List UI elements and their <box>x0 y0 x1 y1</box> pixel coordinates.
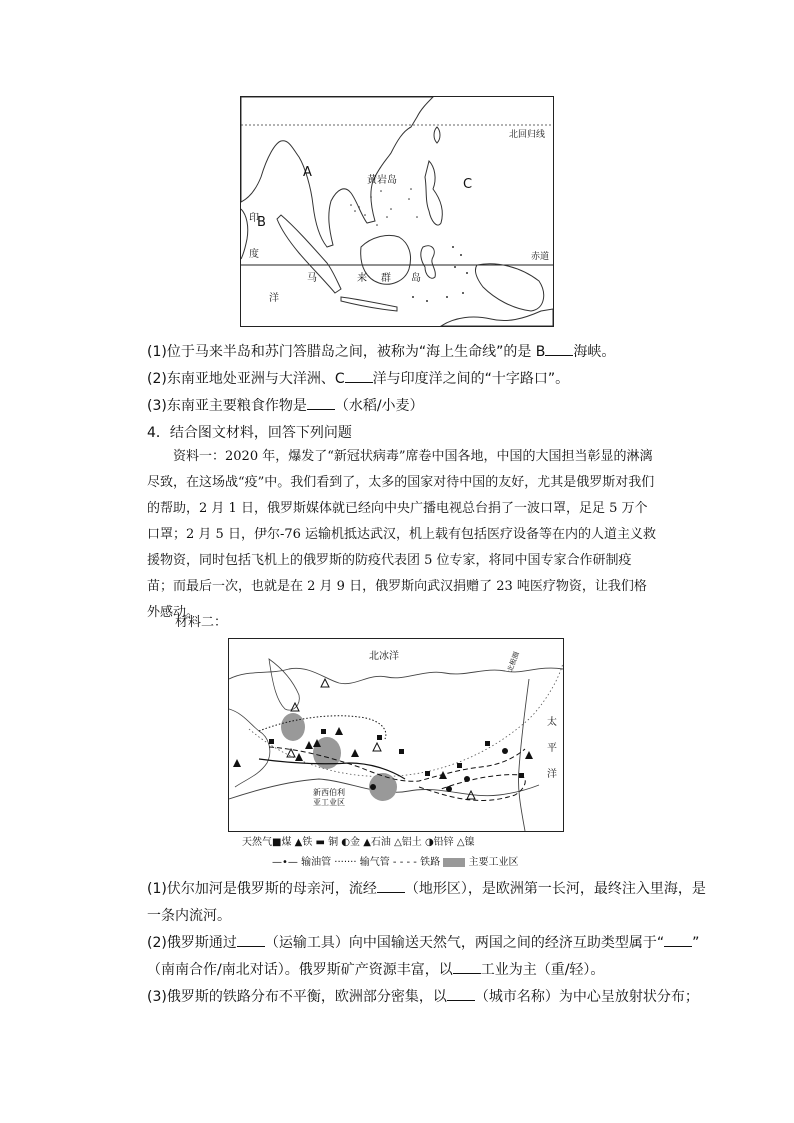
q4-sub-1-line-1 <box>147 878 706 898</box>
label-arctic-ocean: 北冰洋 <box>369 651 399 662</box>
q4-text-2b: （运输工具）向中国输送天然气，两国之间的经济互助类型属于“ <box>264 935 665 951</box>
q1-text-2b: 洋与印度洋之间的“十字路口”。 <box>372 371 570 387</box>
answer-blank[interactable] <box>237 934 265 947</box>
label-lai: 来 <box>357 273 367 284</box>
label-yin: 印 <box>249 213 259 224</box>
legend-gas-line-icon: ······· <box>334 857 357 868</box>
legend-zone-label: 主要工业区 <box>468 857 519 868</box>
india-coast <box>241 209 248 259</box>
australia-coast <box>441 309 553 326</box>
q4-text-2e: 工业为主（重/轻）。 <box>480 962 605 978</box>
q4-text-2d: （南南合作/南北对话）。俄罗斯矿产资源丰富，以 <box>147 962 453 978</box>
legend-rail-label: 铁路 <box>420 857 441 868</box>
label-huangyan-island: 黄岩岛 <box>367 175 397 186</box>
q4-text-3b: （城市名称）为中心呈放射状分布； <box>474 989 699 1005</box>
answer-blank[interactable] <box>345 370 373 383</box>
label-ma: 马 <box>307 273 317 284</box>
label-tropic-of-cancer: 北回归线 <box>509 130 546 140</box>
legend-zone-swatch <box>443 858 465 867</box>
europe-coast <box>229 709 270 787</box>
island-dots <box>350 188 468 302</box>
taiwan-island <box>434 127 440 143</box>
label-siberia-1: 新西伯利 <box>313 788 345 797</box>
q4-sub-2-line-1 <box>147 932 699 952</box>
label-du: 度 <box>249 249 259 260</box>
q1-text-3a: (3)东南亚主要粮食作物是 <box>147 398 307 414</box>
railway-line <box>269 747 525 781</box>
q1-text-3b: （水稻/小麦） <box>334 398 424 414</box>
label-equator: 赤道 <box>531 252 550 262</box>
legend-rail-line-icon: - - - - <box>392 857 417 868</box>
answer-blank[interactable] <box>447 988 475 1001</box>
answer-blank[interactable] <box>545 343 573 356</box>
map-legend-minerals: 天然气■煤 ▲铁 ▬ 铜 ◐金 ▲石油 △铝土 ◑铅锌 △镍 <box>242 837 475 848</box>
mainland-coast <box>241 97 433 247</box>
answer-blank[interactable] <box>453 961 481 974</box>
q1-text-2a: (2)东南亚地处亚洲与大洋洲、C <box>147 371 345 387</box>
legend-oil-line-icon: —•— <box>272 857 298 868</box>
southeast-asia-map-drawing <box>241 97 553 326</box>
label-b: B <box>257 215 266 230</box>
label-pacific-3: 洋 <box>547 769 557 780</box>
q1-text-1a: (1)位于马来半岛和苏门答腊岛之间，被称为“海上生命线”的是 B <box>147 344 546 360</box>
q4-sub-1-line-2: 一条内流河。 <box>147 908 231 924</box>
answer-blank[interactable] <box>307 397 335 410</box>
java-island <box>341 297 397 311</box>
southeast-asia-map <box>240 96 554 327</box>
q1-text-1b: 海峡。 <box>573 344 616 360</box>
label-yang: 洋 <box>269 293 279 304</box>
q4-text-2a: (2)俄罗斯通过 <box>147 935 237 951</box>
question-1-line-1 <box>147 341 615 361</box>
legend-gas-label: 输气管 <box>359 857 390 868</box>
label-siberia-2: 亚工业区 <box>313 798 345 807</box>
answer-blank[interactable] <box>377 880 405 893</box>
q4-text-1b: （地形区），是欧洲第一长河，最终注入里海，是 <box>404 881 706 897</box>
label-c: C <box>463 177 473 192</box>
material-1-text: 资料一：2020 年，爆发了“新冠状病毒”席卷中国各地，中国的大国担当彰显的淋漓尽致，在这场战“疫”中。我们看到了，太多的国家对待中国的友好，尤其是俄罗斯对我们的帮助，2 月 1 日，俄罗斯媒体就已经向中央广播电视总台捐了一波口罩，足足 5 万个口罩；2 月 5 日，伊尔-76 运输机抵达武汉，机上载有包括医疗设备等在内的人道主义救援物资，同时包括飞机上的俄罗斯的防疫代表团 5 位专家，将同中国专家合作研制疫苗；而最后一次，也就是在 2 月 9 日，俄罗斯向武汉捐赠了 23 吨医疗物资，让我们格外感动。 <box>147 449 657 620</box>
q4-text-3a: (3)俄罗斯的铁路分布不平衡，欧洲部分密集，以 <box>147 989 447 1005</box>
q4-sub-3-line-1 <box>147 986 699 1006</box>
railway-line-east <box>419 775 525 801</box>
question-4-title: 4．结合图文材料，回答下列问题 <box>147 425 352 441</box>
material-1 <box>147 444 657 626</box>
label-qun: 群 <box>381 273 391 284</box>
sulawesi-island <box>421 246 436 279</box>
label-dao: 岛 <box>411 273 421 284</box>
label-arctic-circle: 北极圈 <box>506 650 521 674</box>
q4-text-1a: (1)伏尔加河是俄罗斯的母亲河，流经 <box>147 881 377 897</box>
new-guinea-island <box>475 264 543 311</box>
map-legend-lines <box>272 853 518 868</box>
legend-oil-label: 输油管 <box>301 857 332 868</box>
label-pacific-1: 太 <box>547 717 557 728</box>
label-pacific-2: 平 <box>547 743 557 754</box>
label-a: A <box>303 165 312 180</box>
industrial-zone-st-petersburg <box>281 713 305 741</box>
q4-text-2c: ” <box>692 935 700 951</box>
answer-blank[interactable] <box>664 934 692 947</box>
question-1-line-2 <box>147 368 569 388</box>
q4-sub-2-line-2 <box>147 959 604 979</box>
question-1-line-3 <box>147 395 424 415</box>
philippines-islands <box>425 161 442 225</box>
gas-pipeline <box>259 716 386 739</box>
russia-map <box>228 638 564 832</box>
material-2-label: 材料二： <box>175 615 228 630</box>
